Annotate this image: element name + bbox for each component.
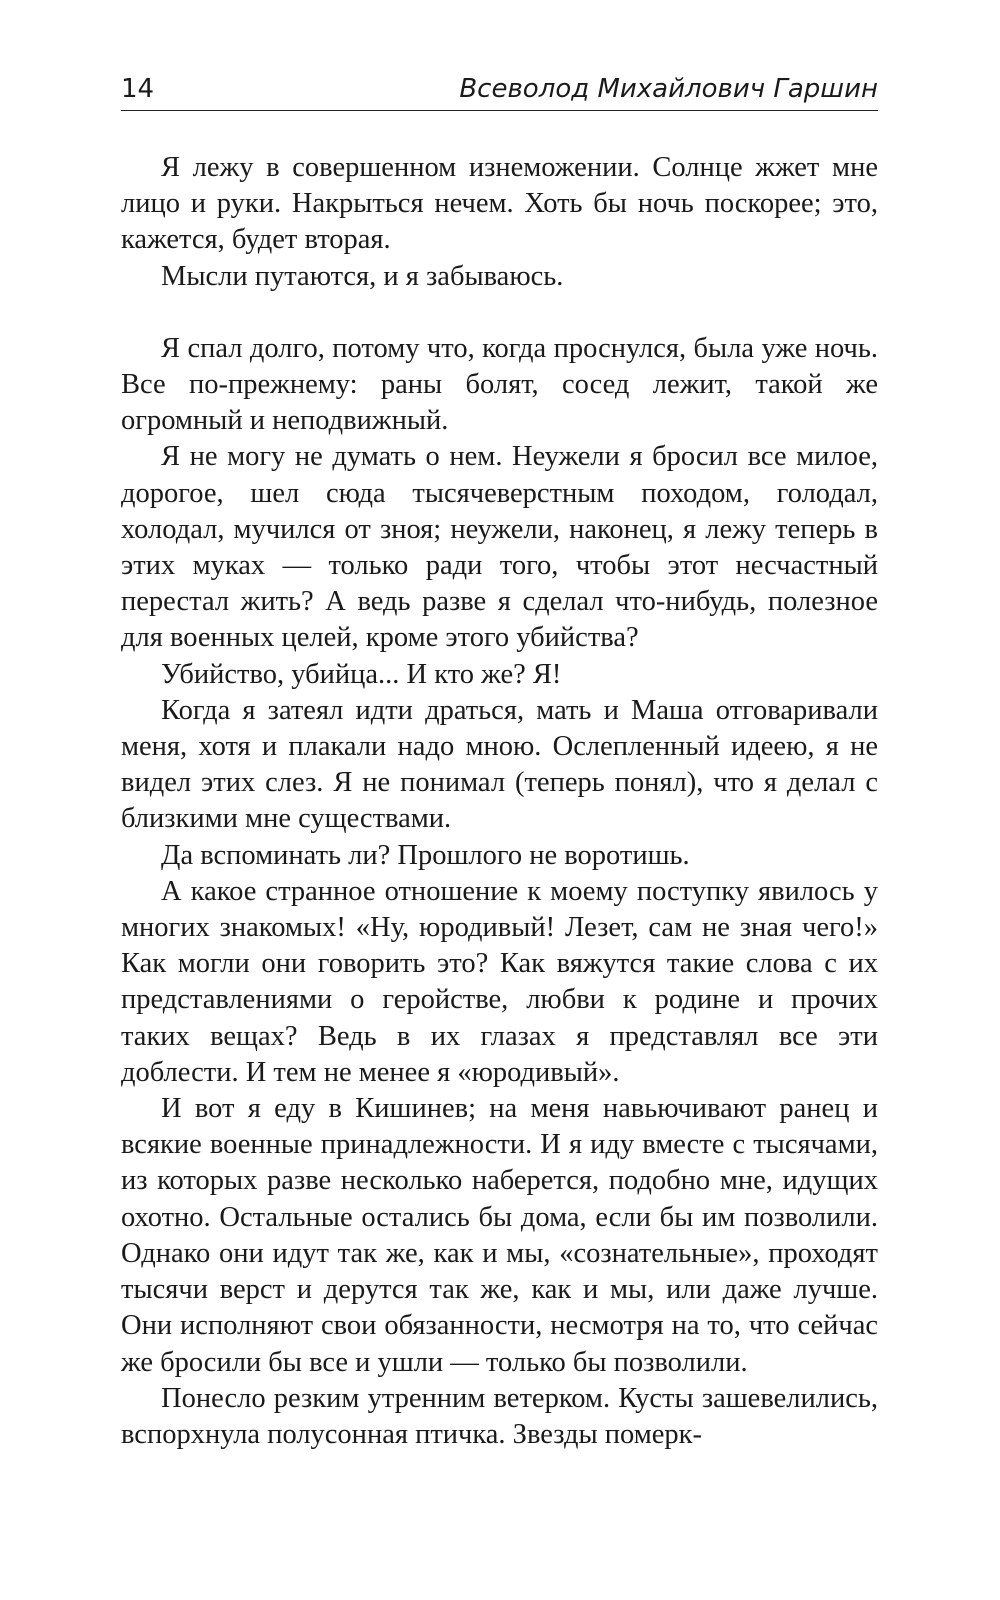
paragraph: Я не могу не думать о нем. Неужели я бросил все милое, дорогое, шел сюда тысячеверстным походом, голодал, холодал, мучился от зноя; неужели, наконец, я лежу теперь в этих муках — только ради того, чтобы этот несчастный перестал жить? А ведь разве я сделал что-нибудь, полезное для военных целей, кроме этого убийства? <box>121 441 878 654</box>
paragraph: Да вспоминать ли? Прошлого не воротишь. <box>161 839 690 871</box>
paragraph: Я лежу в совершенном изнеможении. Солнце жжет мне лицо и руки. Накрыться нечем. Хоть бы ночь поскорее; это, кажется, будет вторая. <box>121 152 878 256</box>
paragraph: Убийство, убийца... И кто же? Я! <box>161 658 562 690</box>
paragraph: А какое странное отношение к моему поступку явилось у многих знакомых! «Ну, юродивый! Лезет, сам не зная чего!» Как могли они говорить это? Как вяжутся такие слова с их представлениями о геройстве, любви к родине и прочих таких вещах? Ведь в их глазах я представлял все эти доблести. И тем не менее я «юродивый». <box>121 875 878 1088</box>
paragraph: Я спал долго, потому что, когда проснулся, была уже ночь. Все по-прежнему: раны болят, сосед лежит, такой же огромный и неподвижный. <box>121 332 878 437</box>
running-title: Всеволод Михайлович Гаршин <box>459 74 878 104</box>
paragraph: Понесло резким утренним ветерком. Кусты зашевелились, вспорхнула полусонная птичка. Звезды померк- <box>121 1382 878 1450</box>
paragraph: Когда я затеял идти драться, мать и Маша отговаривали меня, хотя и плакали надо мною. Ослепленный идеею, я не видел этих слез. Я не понимал (теперь понял), что я делал с близкими мне существами. <box>121 694 878 835</box>
body-text <box>121 150 878 1453</box>
running-header <box>121 70 878 111</box>
paragraph: И вот я еду в Кишинев; на меня навьючивают ранец и всякие военные принадлежности. И я иду вместе с тысячами, из которых разве несколько наберется, подобно мне, идущих охотно. Остальные остались бы дома, если бы им позволили. Однако они идут так же, как и мы, «сознательные», проходят тысячи верст и дерутся так же, как и мы, или даже лучше. Они исполняют свои обязанности, несмотря на то, что сейчас же бросили бы все и ушли — только бы позволили. <box>121 1093 878 1378</box>
page-number: 14 <box>121 74 155 104</box>
paragraph: Мысли путаются, и я забываюсь. <box>161 260 564 292</box>
